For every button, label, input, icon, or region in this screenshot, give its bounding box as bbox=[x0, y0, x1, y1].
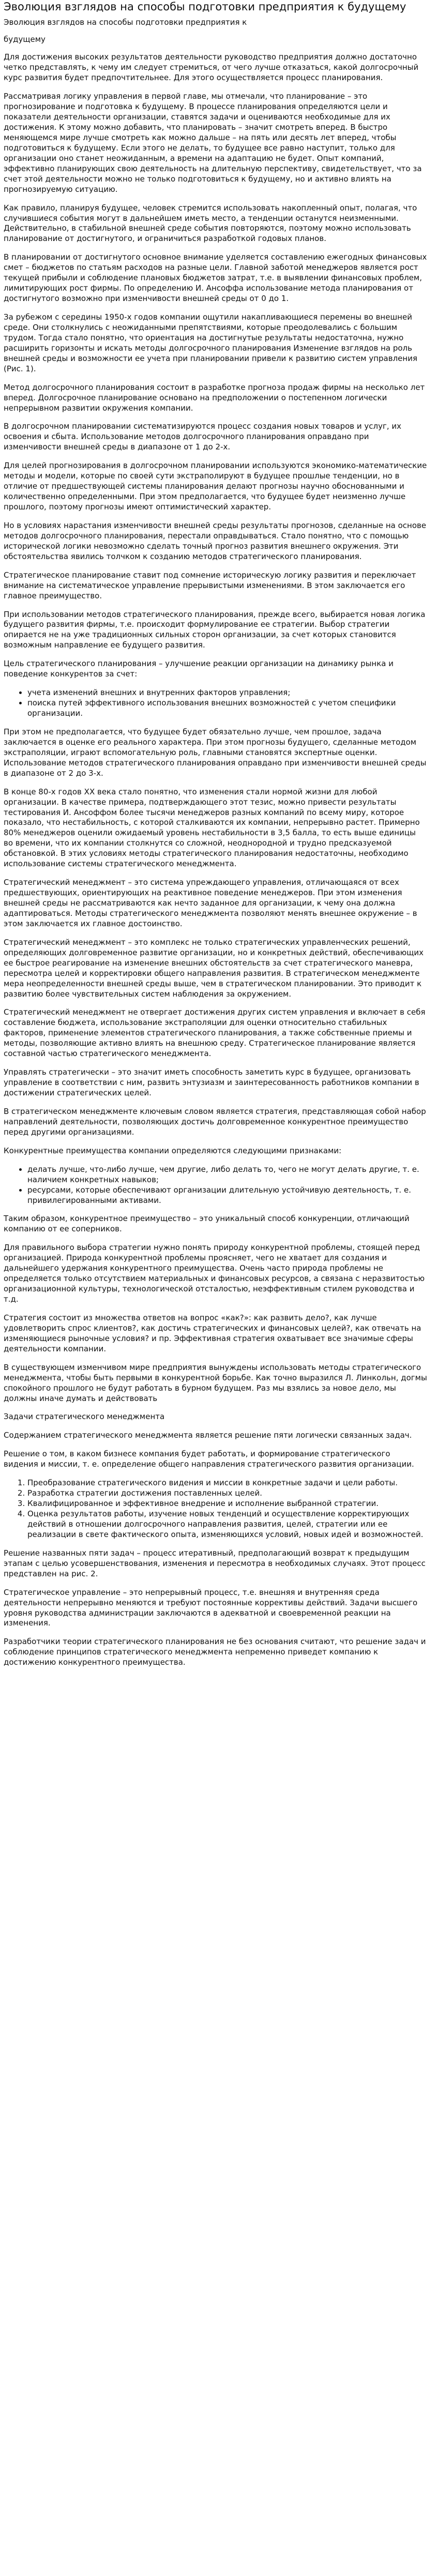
list-item: 3. Квалифицированное и эффективное внедрение и исполнение выбранной стратегии. bbox=[27, 1499, 427, 1509]
text-block-d bbox=[4, 1430, 427, 1470]
paragraph: В существующем изменчивом мире предприятия вынуждены использовать методы стратегического менеджмента, чтобы быть первыми в конкурентной борьбе. Как точно выразился Л. Линкольн, догмы спокойного прошлого не будут работать в бурном будущем. Раз мы взялись за новое дело, мы должны иначе думать и действовать bbox=[4, 1362, 427, 1403]
paragraph: За рубежом с середины 1950-х годов компании ощутили накапливающиеся перемены во внешней среде. Они столкнулись с неожиданными препятствиями, которые преодолевались с большим трудом. Тогда стало понятно, что ориентация на достигнутые результаты недостаточна, нужно расширить горизонты и искать методы долгосрочного планирования Изменение взглядов на роль внешней среды и возможности ее учета при планировании привели к развитию систем управления (Рис. 1). bbox=[4, 312, 417, 373]
paragraph: Стратегический менеджмент – это комплекс не только стратегических управленческих решений, определяющих долговременное развитие организации, но и конкретных действий, обеспечивающих ее быстрое реагирование на изменение внешних обстоятельств за счет стратегического маневра, пересмотра целей и корректировки общего направления развития. В стратегическом менеджменте мера неопределенности внешней среды выше, чем в стратегическом планировании. Это приводит к развитию более чувствительных систем наблюдения за окружением. bbox=[4, 937, 424, 999]
paragraph: Рассматривая логику управления в первой главе, мы отмечали, что планирование – это прогнозирование и подготовка к будущему. В процессе планирования определяются цели и показатели деятельности организации, ставятся задачи и оцениваются необходимые для их достижения. К этому можно добавить, что планировать – значит смотреть вперед. В быстро меняющемся мире лучше смотреть как можно дальше – на пять или десять лет вперед, чтобы подготовиться к будущему. Если этого не делать, то будущее все равно наступит, только для организации оно станет неожиданным, а времени на адаптацию не будет. Опыт компаний, эффективно планирующих свою деятельность на длительную перспективу, свидетельствует, что за счет этой деятельности можно не только подготовиться к будущему, но и активно влиять на прогнозируемую ситуацию. bbox=[4, 92, 422, 194]
paragraph: Стратегический менеджмент не отвергает достижения других систем управления и включает в себя составление бюджета, использование экстраполяции для оценки относительно стабильных факторов, применение элементов стратегического планирования, а также собственные приемы и методы, позволяющие активно влиять на внешнюю среду. Стратегическое планирование является составной частью стратегического менеджмента. bbox=[4, 1007, 426, 1059]
paragraph: Содержанием стратегического менеджмента является решение пяти логически связанных задач. bbox=[4, 1430, 412, 1440]
paragraph: В долгосрочном планировании систематизируются процесс создания новых товаров и услуг, их освоения и сбыта. Использование методов долгосрочного планирования оправдано при изменчивости внешней среды в диапазоне от 1 до 2-х. bbox=[4, 421, 402, 452]
paragraph: Для правильного выбора стратегии нужно понять природу конкурентной проблемы, стоящей перед организацией. Природа конкурентной проблемы проясняет, чего не хватает для создания и дальнейшего удержания конкурентного преимущества. Очень часто природа проблемы не определяется только отсутствием материальных и финансовых ресурсов, а связана с неразвитостью организационной культуры, технологической отсталостью, неэффективным стилем руководства и т.д. bbox=[4, 1243, 425, 1304]
paragraph: Таким образом, конкурентное преимущество – это уникальный способ конкуренции, отличающий компанию от ее соперников. bbox=[4, 1214, 410, 1234]
list-item: 1. Преобразование стратегического видения и миссии в конкретные задачи и цели работы. bbox=[27, 1478, 427, 1488]
paragraph: Для достижения высоких результатов деятельности руководство предприятия должно достаточно четко представлять, к чему им следует стремиться, от чего лучше отказаться, какой долгосрочный курс развития будет предпочтительнее. Для этого осуществляется процесс планирования. bbox=[4, 52, 419, 83]
text-block-e bbox=[4, 1548, 427, 1668]
paragraph: Но в условиях нарастания изменчивости внешней среды результаты прогнозов, сделанные на основе методов долгосрочного планирования, перестали оправдываться. Стало понятно, что с помощью исторической логики невозможно сделать точный прогноз развития внешнего окружения. Эти обстоятельства явились толчком к созданию методов стратегического планирования. bbox=[4, 520, 427, 561]
list-item: 4. Оценка результатов работы, изучение новых тенденций и осуществление корректирующих действий в отношении долгосрочного направления развития, целей, стратегии или ее реализации в свете фактического опыта, изменяющихся условий, новых идей и возможностей. bbox=[27, 1509, 427, 1540]
page-title: Эволюция взглядов на способы подготовки предприятия к будущему bbox=[4, 1, 406, 13]
tasks-list bbox=[4, 1478, 427, 1540]
paragraph: Стратегическое управление – это непрерывный процесс, т.е. внешняя и внутренняя среда деятельности непрерывно меняются и требуют постоянные коррективы действий. Задачи высшего уровня руководства администрации заключаются в адекватной и своевременной реакции на изменения. bbox=[4, 1587, 418, 1628]
advantages-list bbox=[4, 1165, 427, 1206]
list-item: 2. Разработка стратегии достижения поставленных целей. bbox=[27, 1488, 427, 1499]
paragraph: Стратегический менеджмент – это система упреждающего управления, отличающаяся от всех предшествующих, ориентирующих на реактивное поведение менеджеров. При этом изменения внешней среды не рассматриваются как нечто заданное для организации, к чему она должна адаптироваться. Методы стратегического менеджмента позволяют менять внешнее окружение – в этом заключается их главное достоинство. bbox=[4, 878, 417, 928]
paragraph: Конкурентные преимущества компании определяются следующими признаками: bbox=[4, 1146, 342, 1155]
list-item: • ресурсами, которые обеспечивают организации длительную устойчивую деятельность, т. е. привилегированными активами. bbox=[27, 1185, 427, 1206]
list-item: • учета изменений внешних и внутренних факторов управления; bbox=[27, 688, 427, 698]
paragraph: Решение названных пяти задач – процесс итеративный, предполагающий возврат к предыдущим этапам с целью усовершенствования, изменения и пересмотра в необходимых случаях. Этот процесс представлен на рис. 2. bbox=[4, 1548, 426, 1578]
subtitle-line: Эволюция взглядов на способы подготовки предприятия к bbox=[4, 17, 247, 27]
paragraph: При использовании методов стратегического планирования, прежде всего, выбирается новая логика будущего развития фирмы, т.е. происходит формулирование ее стратегии. Выбор стратегии опирается не на уже традиционных сильных сторон организации, за счет которых становится возможным направление ее будущего развития. bbox=[4, 609, 426, 650]
paragraph: При этом не предполагается, что будущее будет обязательно лучше, чем прошлое, задача заключается в оценке его реального характера. При этом прогнозы будущего, сделанные методом экстраполяции, играют вспомогательную роль, главными становятся экспертные оценки. Использование методов стратегического планирования оправдано при изменчивости внешней среды в диапазоне от 2 до 3-х. bbox=[4, 727, 427, 778]
list-item: • поиска путей эффективного использования внешних возможностей с учетом специфики организации. bbox=[27, 698, 427, 719]
text-block-a bbox=[4, 52, 427, 680]
text-block-c bbox=[4, 1214, 427, 1404]
paragraph: В стратегическом менеджменте ключевым словом является стратегия, представляющая собой набор направлений деятельности, позволяющих достичь долговременное конкурентное преимущество перед другими организациями. bbox=[4, 1106, 426, 1137]
paragraph: В планировании от достигнутого основное внимание уделяется составлению ежегодных финансовых смет – бюджетов по статьям расходов на разные цели. Главной заботой менеджеров является рост текущей прибыли и соблюдение плановых бюджетов затрат, т.е. в выявлении финансовых проблем, лимитирующих рост фирмы. По определению И. Ансоффа использование метода планирования от достигнутого возможно при изменчивости внешней среды от 0 до 1. bbox=[4, 252, 427, 304]
section-heading: Задачи стратегического менеджмента bbox=[4, 1412, 165, 1422]
paragraph: Стратегическое планирование ставит под сомнение историческую логику развития и переключает внимание на систематическое управление прерывистыми изменениями. В этом заключается его главное преимущество. bbox=[4, 570, 416, 600]
article-subtitle bbox=[4, 18, 427, 46]
paragraph: Решение о том, в каком бизнесе компания будет работать, и формирование стратегического видения и миссии, т. е. определение общего направления стратегического развития организации. bbox=[4, 1449, 414, 1469]
text-block-b bbox=[4, 727, 427, 1156]
paragraph: Метод долгосрочного планирования состоит в разработке прогноза продаж фирмы на несколько лет вперед. Долгосрочное планирование основано на предположении о постепенном логически непрерывном развитии окружения компании. bbox=[4, 382, 425, 413]
list-item: • делать лучше, что-либо лучше, чем другие, либо делать то, чего не могут делать другие, т. е. наличием конкретных навыков; bbox=[27, 1165, 427, 1185]
paragraph: Стратегия состоит из множества ответов на вопрос «как?»: как развить дело?, как лучше удовлетворить спрос клиентов?, как достичь стратегических и финансовых целей?, как отвечать на изменяющиеся рыночные условия? и пр. Эффективная стратегия охватывает все значимые сферы деятельности компании. bbox=[4, 1313, 421, 1353]
paragraph: Управлять стратегически – это значит иметь способность заметить курс в будущее, организовать управление в соответствии с ним, развить энтузиазм и заинтересованность работников компании в достижении стратегических целей. bbox=[4, 1067, 419, 1098]
paragraph: Цель стратегического планирования – улучшение реакции организации на динамику рынка и поведение конкурентов за счет: bbox=[4, 659, 394, 679]
paragraph: В конце 80-х годов ХХ века стало понятно, что изменения стали нормой жизни для любой организации. В качестве примера, подтверждающего этот тезис, можно привести результаты тестирования И. Ансоффом более тысячи менеджеров разных компаний по всему миру, которое показало, что нестабильность, с которой сталкиваются их компании, непрерывно растет. Примерно 80% менеджеров оценили ожидаемый уровень нестабильности в 3,5 балла, то есть выше единицы во времени, что их компании столкнутся со сложной, неоднородной и трудно предсказуемой обстановкой. В этих условиях методы стратегического планирования недостаточны, необходимо использование системы стратегического менеджмента. bbox=[4, 787, 420, 869]
paragraph: Как правило, планируя будущее, человек стремится использовать накопленный опыт, полагая, что случившиеся события могут в дальнейшем иметь место, а тенденции останутся неизменными. Действительно, в стабильной внешней среде события повторяются, поэтому можно использовать планирование от достигнутого, и ограничиться разработкой годовых планов. bbox=[4, 203, 417, 244]
subtitle-line: будущему bbox=[4, 35, 46, 44]
paragraph: Разработчики теории стратегического планирования не без основания считают, что решение задач и соблюдение принципов стратегического менеджмента непременно приведет компанию к достижению конкурентного преимущества. bbox=[4, 1637, 426, 1667]
paragraph: Для целей прогнозирования в долгосрочном планировании используются экономико-математические методы и модели, которые по своей сути экстраполируют в будущее прошлые тенденции, но в отличие от предшествующей системы планирования делают прогнозы научно обоснованными и количественно определенными. При этом предполагается, что будущее будет неизменно лучше прошлого, поэтому прогнозы имеют оптимистический характер. bbox=[4, 461, 427, 512]
goals-list bbox=[4, 688, 427, 719]
